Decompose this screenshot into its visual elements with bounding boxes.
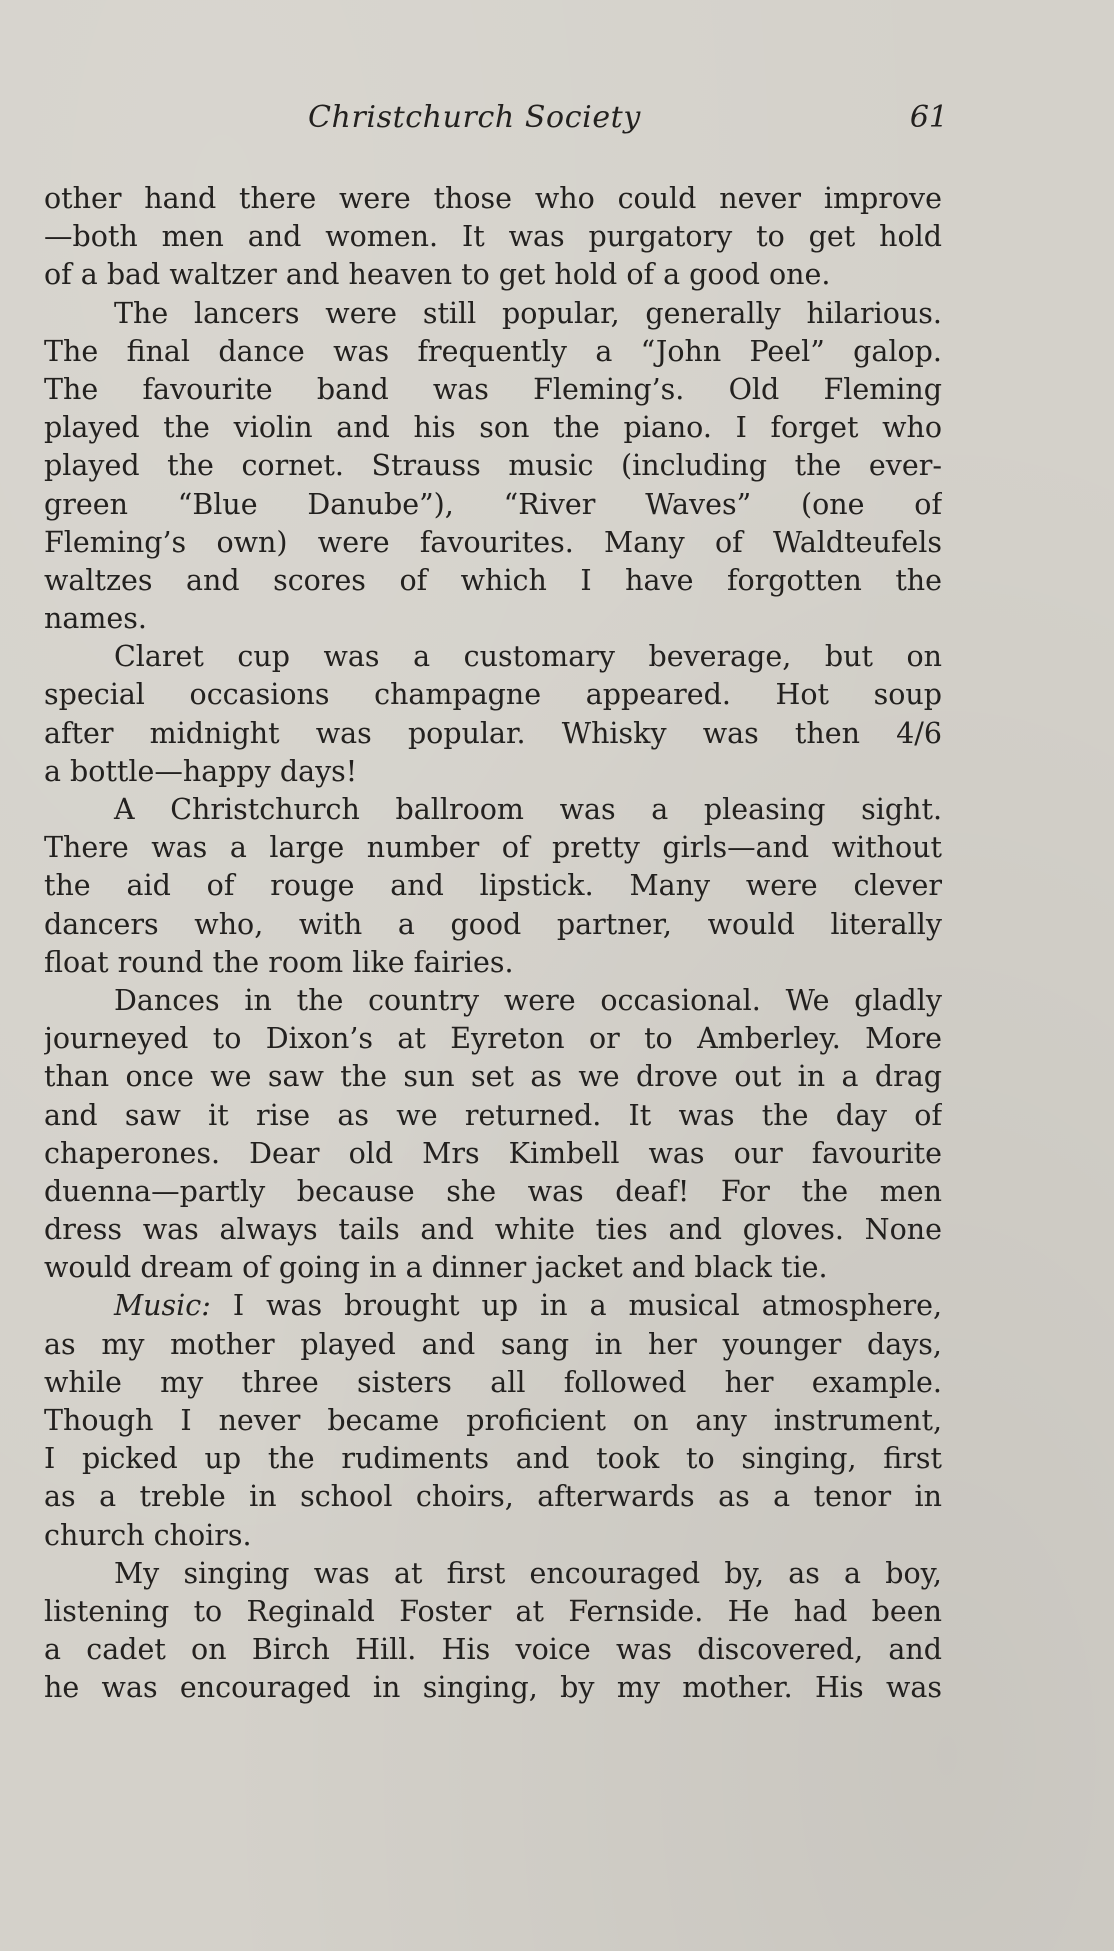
run-in-text: I was brought up in a musical atmosphere, (232, 1289, 942, 1323)
text-line: he was encouraged in singing, by my mother. His was (44, 1671, 942, 1705)
text-line: chaperones. Dear old Mrs Kimbell was our favourite (44, 1136, 942, 1170)
text-line: as my mother played and sang in her younger days, (44, 1327, 942, 1361)
text-line: Claret cup was a customary beverage, but on (114, 640, 942, 674)
text-line: names. (44, 602, 147, 636)
text-line: of a bad waltzer and heaven to get hold of a good one. (44, 258, 831, 292)
text-line (44, 1287, 942, 1325)
running-title: Christchurch Society (308, 100, 641, 135)
text-line: as a treble in school choirs, afterwards as a tenor in (44, 1480, 942, 1514)
text-line: There was a large number of pretty girls—and without (44, 831, 942, 865)
text-line: I picked up the rudiments and took to singing, first (44, 1442, 942, 1476)
text-line: after midnight was popular. Whisky was then 4/6 (44, 716, 942, 750)
text-line: listening to Reginald Foster at Fernside. He had been (44, 1594, 942, 1628)
text-line: Though I never became proficient on any instrument, (44, 1404, 942, 1437)
text-line: Dances in the country were occasional. We gladly (114, 983, 942, 1017)
text-line: A Christchurch ballroom was a pleasing sight. (114, 793, 942, 826)
text-line: special occasions champagne appeared. Hot soup (44, 678, 942, 712)
text-line: a bottle—happy days! (44, 754, 358, 788)
text-line: —both men and women. It was purgatory to get hold (44, 220, 942, 254)
text-line: and saw it rise as we returned. It was the day of (44, 1098, 942, 1132)
text-line: dress was always tails and white ties and gloves. None (44, 1213, 942, 1247)
body-text (44, 180, 942, 1708)
text-line: Fleming’s own) were favourites. Many of Waldteufels (44, 525, 942, 559)
text-line: would dream of going in a dinner jacket and black tie. (44, 1251, 828, 1285)
text-line: played the violin and his son the piano. I forget who (44, 411, 942, 445)
text-line: church choirs. (44, 1518, 252, 1552)
text-line: My singing was at first encouraged by, as a boy, (114, 1556, 942, 1590)
text-line: other hand there were those who could never improve (44, 182, 942, 215)
text-line: than once we saw the sun set as we drove out in a drag (44, 1060, 942, 1094)
text-line: played the cornet. Strauss music (including the ever- (44, 449, 942, 483)
running-head (44, 100, 948, 144)
text-line: the aid of rouge and lipstick. Many were clever (44, 869, 942, 903)
run-in-heading: Music: (114, 1289, 211, 1323)
page-number: 61 (909, 100, 948, 135)
text-line: float round the room like fairies. (44, 945, 514, 979)
text-line: a cadet on Birch Hill. His voice was discovered, and (44, 1633, 942, 1667)
text-line: journeyed to Dixon’s at Eyreton or to Amberley. More (44, 1022, 942, 1056)
text-line: The final dance was frequently a “John Peel” galop. (44, 334, 942, 368)
text-line: while my three sisters all followed her example. (44, 1365, 942, 1399)
text-line: The lancers were still popular, generally hilarious. (114, 296, 942, 330)
text-line: dancers who, with a good partner, would literally (44, 907, 942, 941)
text-line: waltzes and scores of which I have forgotten the (44, 563, 942, 597)
text-line: duenna—partly because she was deaf! For the men (44, 1174, 942, 1208)
text-line: green “Blue Danube”), “River Waves” (one of (44, 487, 942, 521)
text-line: The favourite band was Fleming’s. Old Fleming (44, 372, 942, 406)
